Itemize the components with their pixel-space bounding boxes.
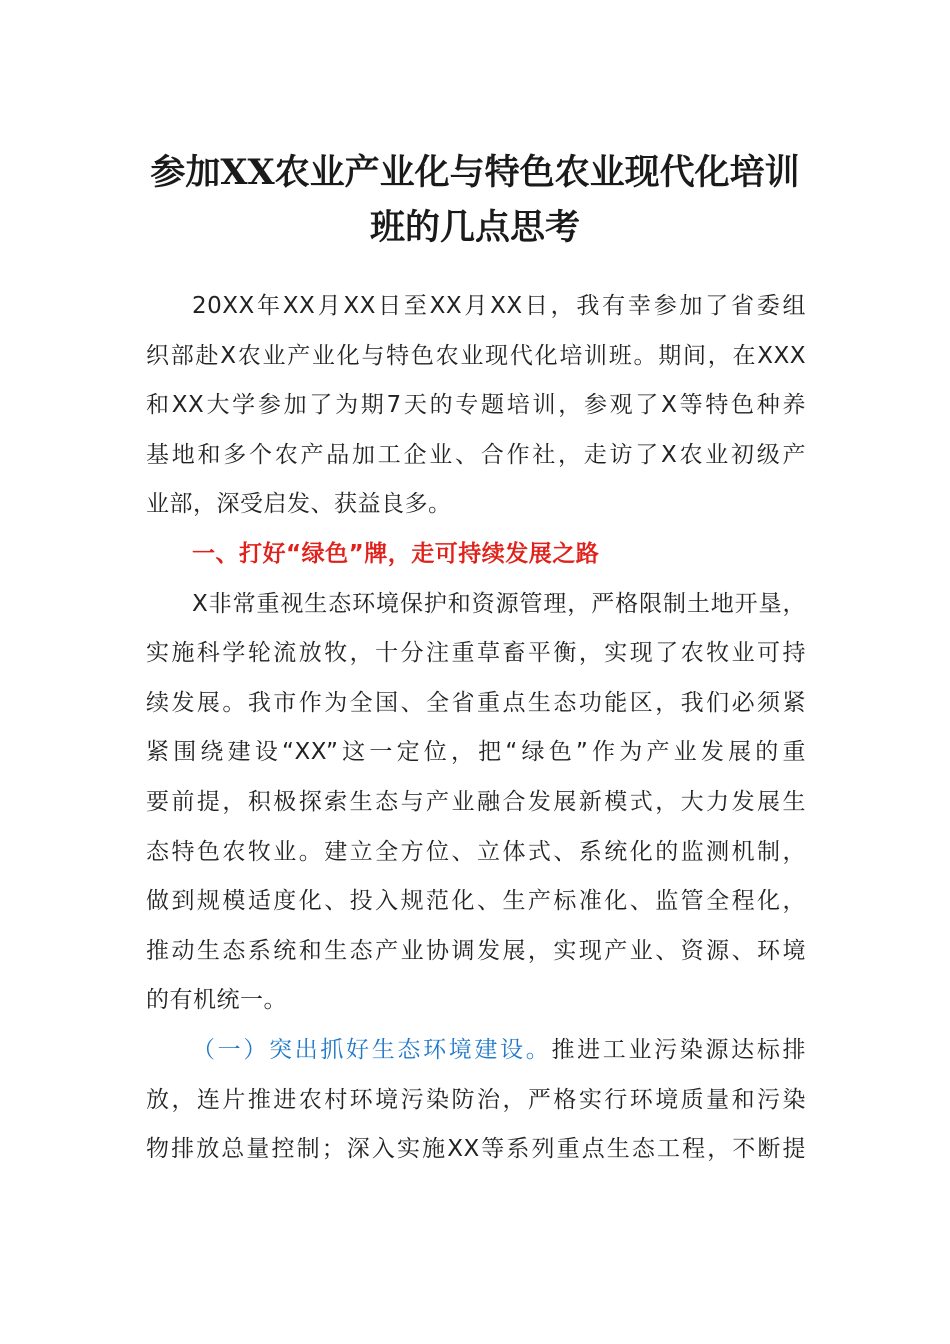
document-title [100, 145, 850, 255]
para2-line-8: 推动生态系统和生态产业协调发展，实现产业、资源、环境 [146, 937, 806, 964]
para2-line-1: X非常重视生态环境保护和资源管理，严格限制土地开垦， [192, 590, 806, 617]
para2-line-3: 续发展。我市作为全国、全省重点生态功能区，我们必须紧 [146, 689, 806, 716]
subheading-1: （一）突出抓好生态环境建设。 [192, 1036, 552, 1063]
para1-line-3: 和XX大学参加了为期7天的专题培训，参观了X等特色种养 [146, 392, 806, 419]
para2-line-5: 要前提，积极探索生态与产业融合发展新模式，大力发展生 [146, 788, 806, 815]
para2-line-6: 态特色农牧业。建立全方位、立体式、系统化的监测机制， [146, 838, 806, 865]
document-body [146, 282, 806, 1175]
para2-line-7: 做到规模适度化、投入规范化、生产标准化、监管全程化， [146, 888, 806, 915]
para2-line-9: 的有机统一。 [146, 987, 287, 1014]
section-heading-1: 一、打好“绿色”牌，走可持续发展之路 [192, 540, 600, 567]
para3-line-1-rest: 推进工业污染源达标排 [551, 1036, 807, 1063]
para1-line-4: 基地和多个农产品加工企业、合作社，走访了X农业初级产 [146, 441, 806, 468]
para1-line-1: 20XX年XX月XX日至XX月XX日，我有幸参加了省委组 [192, 293, 806, 319]
para3-line-2: 放，连片推进农村环境污染防治，严格实行环境质量和污染 [146, 1086, 806, 1113]
para2-line-2: 实施科学轮流放牧，十分注重草畜平衡，实现了农牧业可持 [146, 640, 806, 667]
para3-line-1 [146, 1026, 806, 1076]
para1-line-5: 业部，深受启发、获益良多。 [146, 491, 452, 518]
title-line-1: 参加XX农业产业化与特色农业现代化培训 [150, 152, 800, 193]
para1-line-2: 织部赴X农业产业化与特色农业现代化培训班。期间，在XXX [146, 342, 806, 369]
para2-line-4: 紧围绕建设“XX”这一定位，把“绿色”作为产业发展的重 [146, 739, 806, 766]
para3-line-3: 物排放总量控制；深入实施XX等系列重点生态工程，不断提 [146, 1136, 806, 1163]
title-line-2: 班的几点思考 [369, 207, 580, 248]
